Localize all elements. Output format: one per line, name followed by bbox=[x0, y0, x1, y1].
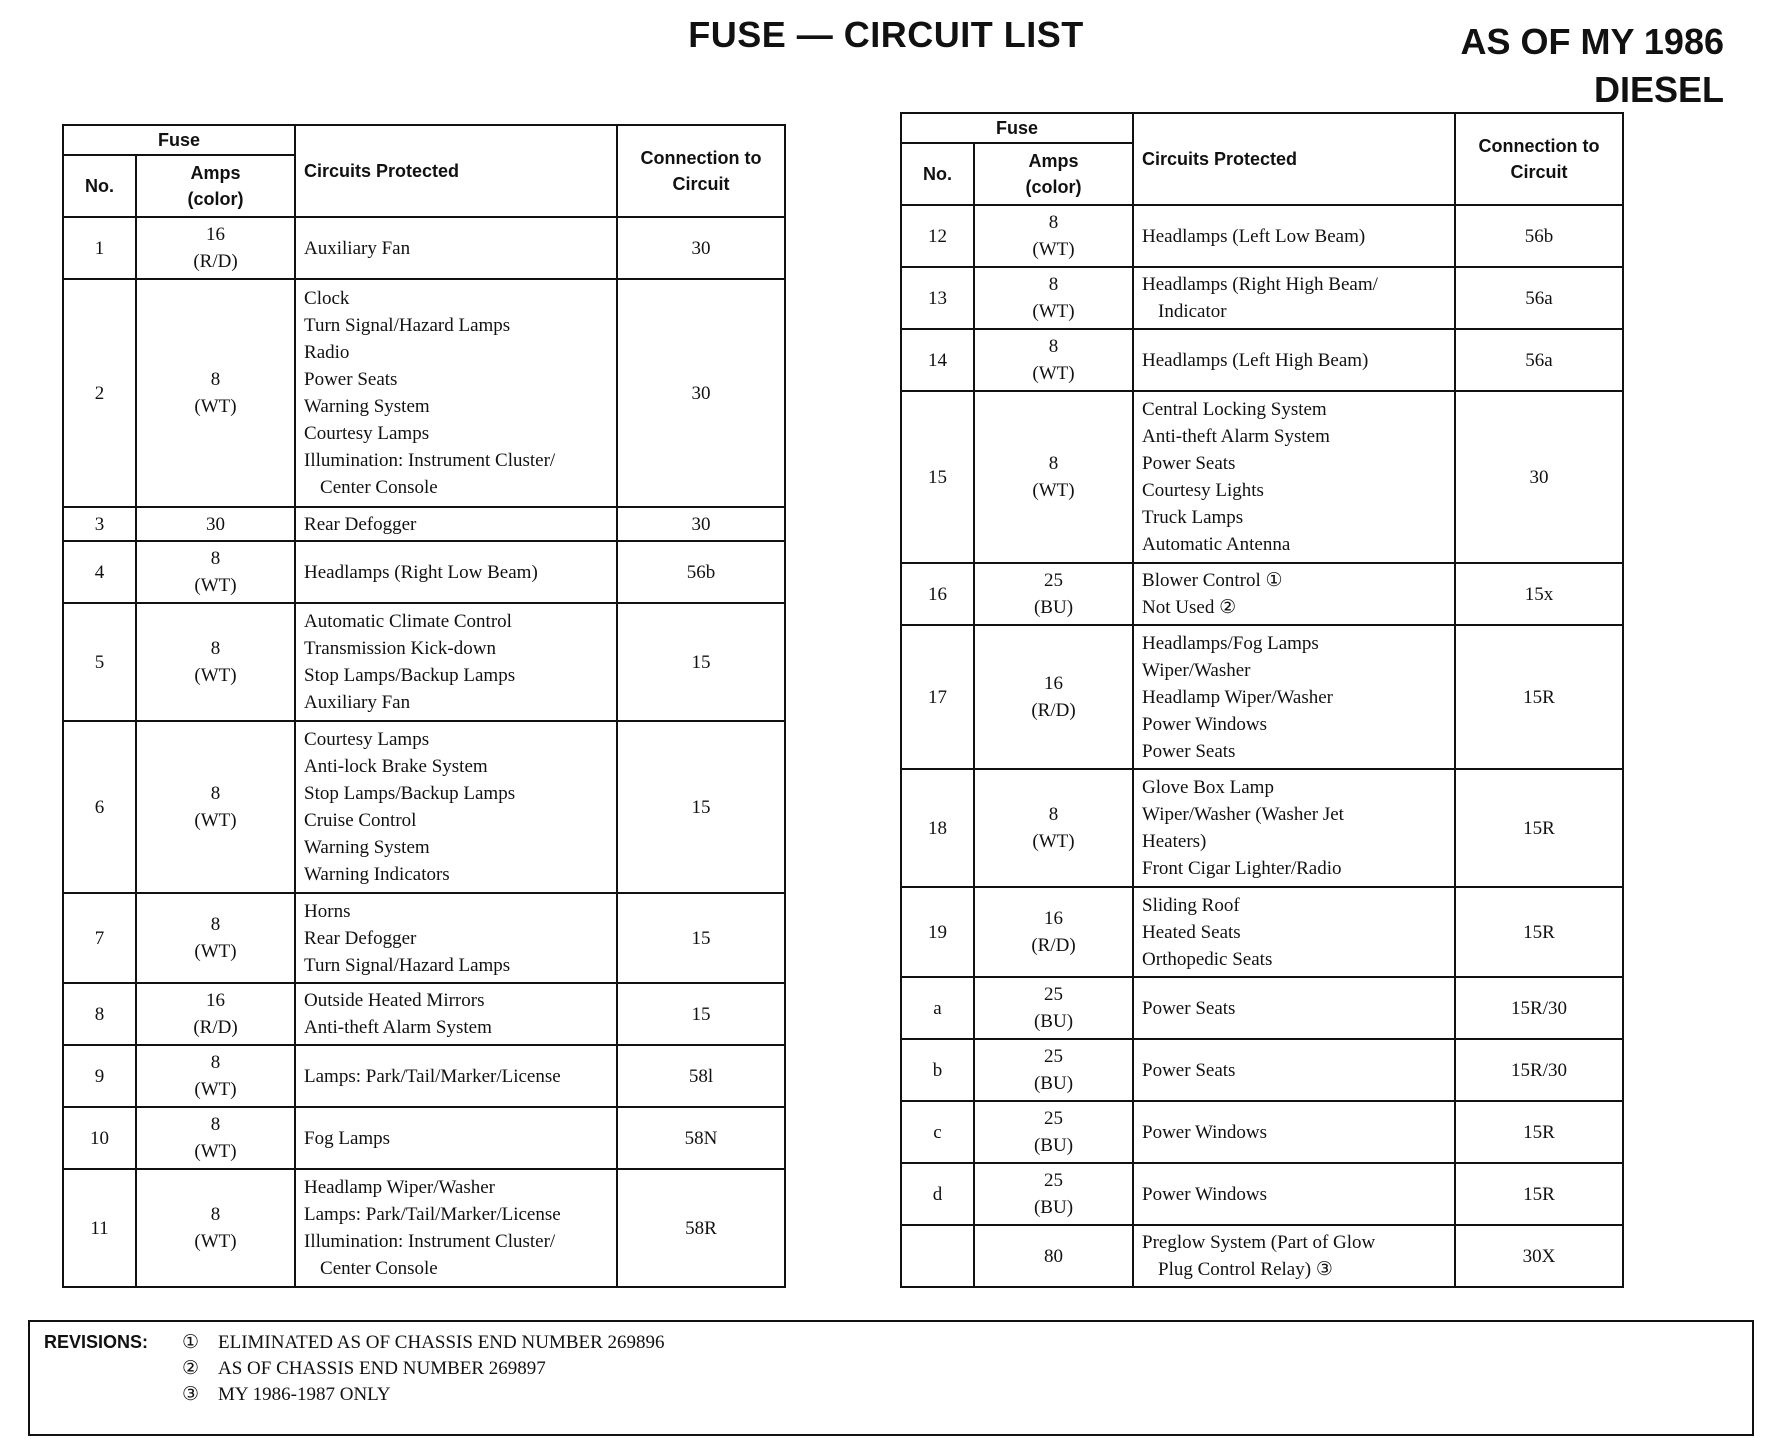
revisions-list bbox=[182, 1330, 665, 1408]
table-row bbox=[901, 267, 1623, 329]
amps-cell bbox=[136, 983, 295, 1045]
connection-cell: 58R bbox=[617, 1169, 785, 1287]
fuse-color: (WT) bbox=[1032, 301, 1075, 322]
circuit-line: Auxiliary Fan bbox=[304, 237, 411, 259]
fuse-number-cell: d bbox=[901, 1163, 974, 1225]
circuit-line: Fog Lamps bbox=[304, 1127, 391, 1149]
circuit-line: Heaters) bbox=[1142, 831, 1207, 852]
circuit-line: Sliding Roof bbox=[1142, 894, 1240, 916]
fuse-number-cell: 5 bbox=[63, 603, 136, 721]
circuit-line: Lamps: Park/Tail/Marker/License bbox=[304, 1065, 561, 1087]
circuit-line: Power Seats bbox=[304, 369, 398, 390]
table-row bbox=[901, 977, 1623, 1039]
amps-cell bbox=[974, 267, 1133, 329]
fuse-number-cell: b bbox=[901, 1039, 974, 1101]
fuse-color: (BU) bbox=[1033, 597, 1074, 618]
amps-value: 16 bbox=[206, 990, 225, 1011]
circuit-line: Front Cigar Lighter/Radio bbox=[1142, 858, 1342, 879]
fuse-number-cell: c bbox=[901, 1101, 974, 1163]
circuit-line: Stop Lamps/Backup Lamps bbox=[304, 783, 516, 804]
amps-value: 8 bbox=[210, 914, 221, 935]
circuit-line: Power Seats bbox=[1142, 1059, 1236, 1081]
connection-cell: 15R bbox=[1455, 1101, 1623, 1163]
fuse-table-right bbox=[900, 112, 1624, 1288]
amps-cell bbox=[974, 329, 1133, 391]
table-row bbox=[901, 625, 1623, 769]
amps-value: 8 bbox=[1048, 453, 1059, 474]
fuse-color: (BU) bbox=[1033, 1135, 1074, 1156]
amps-value: 30 bbox=[206, 513, 225, 535]
connection-header bbox=[617, 125, 785, 217]
connection-cell: 15 bbox=[617, 603, 785, 721]
circuit-line: Plug Control Relay) ③ bbox=[1158, 1259, 1333, 1280]
fuse-number-cell: 9 bbox=[63, 1045, 136, 1107]
circuits-protected-header: Circuits Protected bbox=[1133, 113, 1455, 205]
connection-header-line2: Circuit bbox=[672, 174, 730, 194]
circuits-cell bbox=[295, 603, 617, 721]
amps-cell bbox=[136, 217, 295, 279]
table-row bbox=[63, 217, 785, 279]
table-row bbox=[901, 1225, 1623, 1287]
table-row bbox=[63, 721, 785, 893]
circuit-line: Rear Defogger bbox=[304, 927, 417, 949]
circuit-line: Courtesy Lamps bbox=[304, 729, 430, 750]
circuit-line: Orthopedic Seats bbox=[1142, 948, 1273, 970]
fuse-color: (BU) bbox=[1033, 1197, 1074, 1218]
table-row bbox=[63, 893, 785, 983]
circuits-cell bbox=[1133, 391, 1455, 563]
circuit-line: Warning System bbox=[304, 837, 430, 858]
circuit-line: Lamps: Park/Tail/Marker/License bbox=[304, 1204, 561, 1225]
color-header-label: (color) bbox=[187, 189, 244, 209]
connection-cell: 15R bbox=[1455, 625, 1623, 769]
table-row bbox=[901, 1039, 1623, 1101]
amps-cell bbox=[974, 1039, 1133, 1101]
amps-value: 25 bbox=[1044, 1108, 1063, 1129]
circuit-line: Indicator bbox=[1158, 301, 1227, 322]
fuse-color: (WT) bbox=[1032, 363, 1075, 384]
circuits-cell bbox=[1133, 1039, 1455, 1101]
revision-mark: ③ bbox=[182, 1384, 200, 1405]
fuse-color: (WT) bbox=[194, 941, 237, 962]
amps-value: 25 bbox=[1044, 570, 1063, 591]
circuit-line: Heated Seats bbox=[1142, 921, 1241, 943]
amps-cell bbox=[974, 205, 1133, 267]
circuit-line: Outside Heated Mirrors bbox=[304, 990, 485, 1011]
amps-cell bbox=[136, 603, 295, 721]
circuit-line: Courtesy Lamps bbox=[304, 423, 430, 444]
amps-value: 8 bbox=[210, 548, 221, 569]
circuit-line: Anti-theft Alarm System bbox=[1142, 426, 1330, 447]
circuits-cell bbox=[295, 983, 617, 1045]
connection-header-line1: Connection to bbox=[640, 148, 762, 168]
circuits-cell bbox=[1133, 887, 1455, 977]
fuse-number-cell: 2 bbox=[63, 279, 136, 507]
fuse-color: (R/D) bbox=[193, 1017, 238, 1038]
fuse-table-right-body bbox=[901, 205, 1623, 1287]
circuit-line: Anti-lock Brake System bbox=[304, 756, 488, 777]
amps-value: 16 bbox=[1044, 908, 1063, 929]
table-row bbox=[901, 1163, 1623, 1225]
circuit-line: Illumination: Instrument Cluster/ bbox=[304, 450, 556, 471]
revision-item bbox=[182, 1356, 665, 1382]
fuse-color: (WT) bbox=[1032, 239, 1075, 260]
amps-cell bbox=[136, 541, 295, 603]
amps-cell bbox=[136, 893, 295, 983]
connection-cell: 15R/30 bbox=[1455, 1039, 1623, 1101]
circuits-cell bbox=[295, 1045, 617, 1107]
fuse-color: (WT) bbox=[194, 396, 237, 417]
circuit-line: Automatic Climate Control bbox=[304, 611, 512, 632]
connection-cell: 56b bbox=[1455, 205, 1623, 267]
revisions-label: REVISIONS: bbox=[44, 1332, 149, 1352]
circuits-protected-header: Circuits Protected bbox=[295, 125, 617, 217]
circuit-line: Power Windows bbox=[1142, 1121, 1268, 1143]
circuit-line: Headlamps/Fog Lamps bbox=[1142, 632, 1319, 654]
circuits-cell bbox=[295, 279, 617, 507]
connection-cell: 15 bbox=[617, 893, 785, 983]
amps-value: 8 bbox=[210, 1204, 221, 1225]
table-row bbox=[63, 541, 785, 603]
fuse-number-cell: 14 bbox=[901, 329, 974, 391]
circuit-line: Truck Lamps bbox=[1142, 507, 1244, 528]
fuse-number-cell: 17 bbox=[901, 625, 974, 769]
fuse-number-cell: 19 bbox=[901, 887, 974, 977]
amps-cell bbox=[136, 721, 295, 893]
fuse-color: (R/D) bbox=[193, 251, 238, 272]
connection-cell: 15R bbox=[1455, 887, 1623, 977]
amps-cell bbox=[136, 279, 295, 507]
fuse-number-cell: 18 bbox=[901, 769, 974, 887]
amps-cell bbox=[136, 1169, 295, 1287]
table-row bbox=[901, 205, 1623, 267]
circuit-line: Center Console bbox=[320, 1258, 438, 1279]
fuse-number-header: No. bbox=[901, 143, 974, 205]
amps-cell bbox=[974, 887, 1133, 977]
fuse-header: Fuse bbox=[63, 125, 295, 155]
connection-cell: 15 bbox=[617, 721, 785, 893]
circuit-line: Stop Lamps/Backup Lamps bbox=[304, 665, 516, 686]
fuse-color: (WT) bbox=[1032, 831, 1075, 852]
circuits-cell bbox=[1133, 563, 1455, 625]
circuit-line: Blower Control ① bbox=[1142, 570, 1283, 591]
revision-text: MY 1986-1987 ONLY bbox=[218, 1384, 391, 1405]
table-row bbox=[901, 391, 1623, 563]
circuits-cell bbox=[1133, 977, 1455, 1039]
table-row bbox=[63, 279, 785, 507]
circuits-cell bbox=[1133, 1101, 1455, 1163]
circuit-line: Power Seats bbox=[1142, 740, 1236, 762]
amps-value: 8 bbox=[210, 1052, 221, 1073]
fuse-color: (R/D) bbox=[1031, 935, 1076, 956]
circuit-line: Transmission Kick-down bbox=[304, 638, 496, 659]
fuse-color: (BU) bbox=[1033, 1011, 1074, 1032]
amps-cell bbox=[974, 391, 1133, 563]
circuits-cell bbox=[1133, 625, 1455, 769]
circuit-line: Turn Signal/Hazard Lamps bbox=[304, 315, 511, 336]
amps-value: 25 bbox=[1044, 1046, 1063, 1067]
fuse-color: (WT) bbox=[194, 1231, 237, 1252]
circuits-cell bbox=[1133, 1163, 1455, 1225]
fuse-table-left bbox=[62, 124, 786, 1288]
table-row bbox=[63, 1169, 785, 1287]
table-row bbox=[901, 887, 1623, 977]
fuse-color: (WT) bbox=[1032, 480, 1075, 501]
amps-cell bbox=[974, 1225, 1133, 1287]
amps-cell bbox=[974, 1101, 1133, 1163]
amps-header-label: Amps bbox=[1028, 151, 1079, 171]
circuits-cell bbox=[295, 541, 617, 603]
circuit-line: Wiper/Washer bbox=[1142, 659, 1251, 681]
revision-item bbox=[182, 1330, 665, 1356]
table-row bbox=[901, 769, 1623, 887]
amps-header bbox=[136, 155, 295, 217]
connection-cell: 56b bbox=[617, 541, 785, 603]
fuse-color: (WT) bbox=[194, 1079, 237, 1100]
circuits-cell bbox=[1133, 267, 1455, 329]
fuse-color: (R/D) bbox=[1031, 700, 1076, 721]
amps-value: 25 bbox=[1044, 1170, 1063, 1191]
revisions-box bbox=[28, 1320, 1754, 1436]
amps-cell bbox=[136, 507, 295, 541]
table-row bbox=[901, 329, 1623, 391]
circuit-line: Illumination: Instrument Cluster/ bbox=[304, 1231, 556, 1252]
circuit-line: Power Windows bbox=[1142, 1183, 1268, 1205]
circuits-cell bbox=[1133, 1225, 1455, 1287]
circuits-cell bbox=[295, 1169, 617, 1287]
circuit-line: Radio bbox=[304, 342, 350, 363]
circuit-line: Power Windows bbox=[1142, 713, 1268, 735]
circuit-line: Headlamps (Left High Beam) bbox=[1142, 349, 1369, 371]
table-row bbox=[901, 1101, 1623, 1163]
fuse-number-cell: 13 bbox=[901, 267, 974, 329]
amps-cell bbox=[974, 1163, 1133, 1225]
amps-header-label: Amps bbox=[190, 163, 241, 183]
amps-cell bbox=[136, 1107, 295, 1169]
circuit-line: Anti-theft Alarm System bbox=[304, 1017, 492, 1038]
circuit-line: Automatic Antenna bbox=[1142, 534, 1291, 555]
amps-cell bbox=[136, 1045, 295, 1107]
page-title: FUSE — CIRCUIT LIST bbox=[688, 14, 1084, 55]
connection-cell: 56a bbox=[1455, 267, 1623, 329]
circuits-cell bbox=[295, 721, 617, 893]
amps-value: 8 bbox=[1048, 336, 1059, 357]
amps-value: 8 bbox=[1048, 804, 1059, 825]
circuit-line: Warning System bbox=[304, 396, 430, 417]
connection-cell: 30 bbox=[617, 217, 785, 279]
circuits-cell bbox=[1133, 769, 1455, 887]
circuit-line: Auxiliary Fan bbox=[304, 692, 411, 713]
revision-text: ELIMINATED AS OF CHASSIS END NUMBER 269896 bbox=[218, 1332, 665, 1353]
circuit-line: Cruise Control bbox=[304, 810, 417, 831]
fuse-number-cell: 3 bbox=[63, 507, 136, 541]
amps-cell bbox=[974, 625, 1133, 769]
connection-cell: 30 bbox=[1455, 391, 1623, 563]
circuit-line: Clock bbox=[304, 288, 350, 309]
connection-header bbox=[1455, 113, 1623, 205]
fuse-header: Fuse bbox=[901, 113, 1133, 143]
amps-header bbox=[974, 143, 1133, 205]
circuit-line: Headlamps (Left Low Beam) bbox=[1142, 225, 1366, 247]
amps-cell bbox=[974, 977, 1133, 1039]
circuit-line: Courtesy Lights bbox=[1142, 480, 1264, 501]
fuse-number-cell: 16 bbox=[901, 563, 974, 625]
connection-cell: 15 bbox=[617, 983, 785, 1045]
connection-cell: 15x bbox=[1455, 563, 1623, 625]
connection-cell: 15R/30 bbox=[1455, 977, 1623, 1039]
circuits-cell bbox=[295, 893, 617, 983]
amps-value: 25 bbox=[1044, 984, 1063, 1005]
fuse-number-cell: 12 bbox=[901, 205, 974, 267]
amps-value: 80 bbox=[1044, 1245, 1063, 1267]
revision-text: AS OF CHASSIS END NUMBER 269897 bbox=[218, 1358, 546, 1379]
circuit-line: Headlamp Wiper/Washer bbox=[1142, 686, 1333, 708]
circuits-cell bbox=[1133, 205, 1455, 267]
table-row bbox=[901, 563, 1623, 625]
fuse-table-left-body bbox=[63, 217, 785, 1287]
fuse-number-cell: 7 bbox=[63, 893, 136, 983]
fuse-number-cell: 6 bbox=[63, 721, 136, 893]
connection-header-line1: Connection to bbox=[1478, 136, 1600, 156]
connection-cell: 58N bbox=[617, 1107, 785, 1169]
fuse-color: (WT) bbox=[194, 575, 237, 596]
amps-value: 8 bbox=[1048, 274, 1059, 295]
fuse-number-cell: 8 bbox=[63, 983, 136, 1045]
circuits-cell bbox=[1133, 329, 1455, 391]
revision-mark: ② bbox=[182, 1358, 200, 1379]
table-row bbox=[63, 1045, 785, 1107]
fuse-color: (WT) bbox=[194, 1141, 237, 1162]
model-year-line: AS OF MY 1986 bbox=[1460, 21, 1724, 62]
circuit-line: Not Used ② bbox=[1142, 597, 1237, 618]
connection-cell: 15R bbox=[1455, 769, 1623, 887]
circuits-cell bbox=[295, 1107, 617, 1169]
fuse-number-cell: a bbox=[901, 977, 974, 1039]
amps-value: 8 bbox=[210, 1114, 221, 1135]
connection-cell: 56a bbox=[1455, 329, 1623, 391]
circuit-line: Glove Box Lamp bbox=[1142, 777, 1274, 798]
circuits-cell bbox=[295, 217, 617, 279]
circuit-line: Power Seats bbox=[1142, 453, 1236, 474]
connection-cell: 30 bbox=[617, 507, 785, 541]
amps-value: 16 bbox=[1044, 673, 1063, 694]
fuse-number-cell: 15 bbox=[901, 391, 974, 563]
fuse-number-cell: 1 bbox=[63, 217, 136, 279]
model-year-heading bbox=[1461, 18, 1724, 114]
table-row bbox=[63, 603, 785, 721]
fuse-color: (BU) bbox=[1033, 1073, 1074, 1094]
table-row bbox=[63, 983, 785, 1045]
circuit-line: Wiper/Washer (Washer Jet bbox=[1142, 804, 1344, 825]
fuse-number-cell bbox=[901, 1225, 974, 1287]
circuit-line: Center Console bbox=[320, 477, 438, 498]
color-header-label: (color) bbox=[1025, 177, 1082, 197]
circuit-line: Rear Defogger bbox=[304, 513, 417, 535]
amps-cell bbox=[974, 769, 1133, 887]
revision-item bbox=[182, 1382, 665, 1408]
connection-cell: 30X bbox=[1455, 1225, 1623, 1287]
connection-cell: 30 bbox=[617, 279, 785, 507]
circuit-line: Warning Indicators bbox=[304, 864, 450, 885]
fuse-number-header: No. bbox=[63, 155, 136, 217]
circuit-line: Power Seats bbox=[1142, 997, 1236, 1019]
amps-value: 8 bbox=[1048, 212, 1059, 233]
circuit-line: Headlamps (Right Low Beam) bbox=[304, 561, 538, 583]
circuit-line: Turn Signal/Hazard Lamps bbox=[304, 954, 511, 976]
revision-mark: ① bbox=[182, 1332, 200, 1353]
circuit-line: Headlamp Wiper/Washer bbox=[304, 1177, 495, 1198]
circuits-cell bbox=[295, 507, 617, 541]
fuse-number-cell: 10 bbox=[63, 1107, 136, 1169]
amps-cell bbox=[974, 563, 1133, 625]
circuit-line: Central Locking System bbox=[1142, 399, 1327, 420]
amps-value: 8 bbox=[210, 369, 221, 390]
table-row bbox=[63, 507, 785, 541]
fuse-number-cell: 4 bbox=[63, 541, 136, 603]
circuit-line: Horns bbox=[304, 900, 351, 922]
amps-value: 8 bbox=[210, 783, 221, 804]
table-row bbox=[63, 1107, 785, 1169]
fuse-color: (WT) bbox=[194, 810, 237, 831]
connection-cell: 58l bbox=[617, 1045, 785, 1107]
amps-value: 8 bbox=[210, 638, 221, 659]
circuit-line: Preglow System (Part of Glow bbox=[1142, 1232, 1376, 1253]
circuit-line: Headlamps (Right High Beam/ bbox=[1142, 274, 1378, 295]
connection-header-line2: Circuit bbox=[1510, 162, 1568, 182]
fuse-color: (WT) bbox=[194, 665, 237, 686]
engine-type-line: DIESEL bbox=[1593, 69, 1724, 110]
fuse-number-cell: 11 bbox=[63, 1169, 136, 1287]
connection-cell: 15R bbox=[1455, 1163, 1623, 1225]
amps-value: 16 bbox=[206, 224, 225, 245]
